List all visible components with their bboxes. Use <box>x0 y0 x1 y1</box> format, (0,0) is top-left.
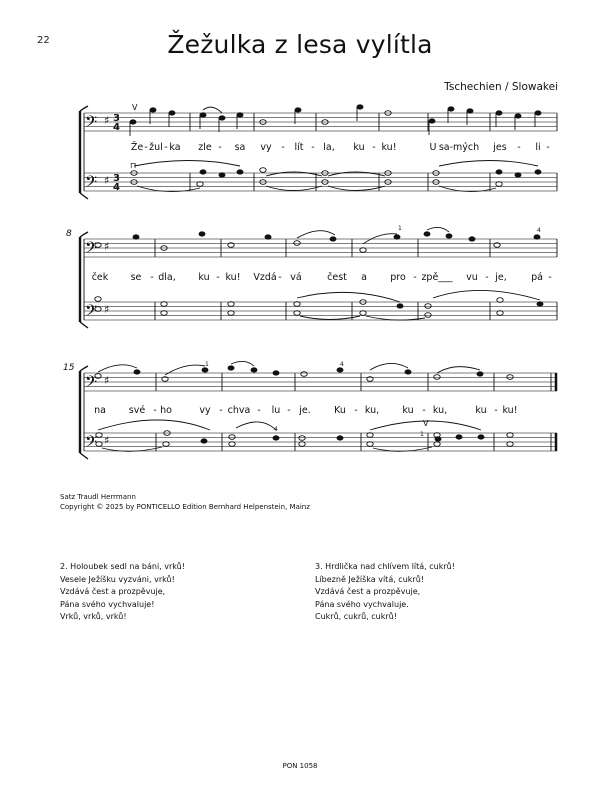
lyric-hyphen: - <box>150 272 154 283</box>
lyric-syllable: a <box>361 272 367 283</box>
lyric-hyphen: - <box>219 405 223 416</box>
lyric-syllable: ka <box>169 142 181 153</box>
svg-text:15: 15 <box>63 363 75 373</box>
lyric-syllable: zle <box>198 142 212 153</box>
lyric-hyphen: - <box>216 272 220 283</box>
verse-line: 2. Holoubek sedl na báni, vrků! <box>60 562 185 571</box>
verse-line: Vesele Ježíšku vyzváni, vrků! <box>60 574 175 584</box>
svg-text:8: 8 <box>66 229 72 239</box>
svg-text:♯: ♯ <box>251 367 254 374</box>
verse-line: Cukrů, cukrů, cukrů! <box>315 612 397 621</box>
lyric-syllable: na <box>94 405 106 416</box>
svg-text:4: 4 <box>274 426 278 433</box>
lyric-syllable: Že <box>130 142 144 153</box>
svg-text:1: 1 <box>420 431 424 438</box>
lyric-hyphen: - <box>281 142 285 153</box>
verse-line: Pána svého vychvaluje! <box>60 599 155 609</box>
lyric-syllable: vy <box>199 405 211 416</box>
svg-text:𝄢: 𝄢 <box>85 302 98 324</box>
lyric-syllable: U <box>429 142 437 153</box>
verse-line: Vzdává čest a prozpěvuje, <box>315 587 421 596</box>
lyric-hyphen: - <box>372 142 376 153</box>
lyric-hyphen: - <box>413 272 417 283</box>
lyric-syllable: pá <box>531 272 543 283</box>
catalog-number: PON 1058 <box>282 762 318 770</box>
lyric-syllable: Ku <box>334 405 346 416</box>
lyric-syllable: Vzdá <box>253 272 277 283</box>
svg-text:4: 4 <box>340 361 344 368</box>
svg-text:4: 4 <box>113 182 120 193</box>
lyric-syllable: ček <box>91 272 109 283</box>
page-number: 22 <box>37 35 50 46</box>
page-title: Žežulka z lesa vylítla <box>167 30 433 59</box>
lyric-syllable: pro <box>390 272 406 283</box>
svg-text:♯: ♯ <box>104 174 110 187</box>
verse-line: Líbezně Ježíška vítá, cukrů! <box>315 574 424 584</box>
lyric-syllable: vá <box>290 272 302 283</box>
lyric-hyphen: - <box>218 142 222 153</box>
lyric-syllable: ku! <box>502 405 518 416</box>
lyric-syllable: ku <box>353 142 365 153</box>
lyric-syllable: žul <box>149 142 163 153</box>
verse-line: 3. Hrdlička nad chlívem lítá, cukrů! <box>315 562 455 571</box>
lyric-syllable: lít <box>294 142 304 153</box>
lyric-syllable: zpě___ <box>421 272 453 283</box>
lyric-hyphen: - <box>287 405 291 416</box>
lyric-hyphen: - <box>311 142 315 153</box>
lyric-hyphen: - <box>153 405 157 416</box>
svg-text:♯: ♯ <box>104 303 110 316</box>
lyric-syllable: li <box>535 142 541 153</box>
svg-text:1: 1 <box>205 361 209 368</box>
lyric-syllable: je. <box>299 405 311 416</box>
svg-text:3: 3 <box>113 113 120 124</box>
lyric-hyphen: - <box>517 142 521 153</box>
lyric-syllable: své <box>128 405 146 416</box>
svg-text:3: 3 <box>113 173 120 184</box>
song-origin: Tschechien / Slowakei <box>444 81 558 93</box>
svg-text:⊓: ⊓ <box>130 161 137 170</box>
lyric-syllable: čest <box>327 272 347 283</box>
svg-text:♯: ♯ <box>104 374 110 387</box>
lyric-syllable: ku <box>402 405 414 416</box>
lyric-syllable: ku! <box>381 142 397 153</box>
lyric-syllable: sa <box>234 142 246 153</box>
credits <box>60 492 310 512</box>
lyric-syllable: ku, <box>432 405 448 416</box>
copyright-notice: Copyright © 2025 by PONTICELLO Edition Bernhard Helpenstein, Mainz <box>60 503 310 511</box>
verse-line: Pána svého vychvaluje. <box>315 599 409 609</box>
lyric-syllable: lu <box>271 405 281 416</box>
svg-text:4: 4 <box>113 122 120 133</box>
lyric-hyphen: - <box>494 405 498 416</box>
svg-text:♯: ♯ <box>104 114 110 127</box>
lyric-syllable: ku <box>475 405 487 416</box>
lyric-hyphen: - <box>485 272 489 283</box>
svg-text:𝄢: 𝄢 <box>85 433 98 455</box>
lyric-syllable: chva <box>227 405 251 416</box>
lyric-syllable: la, <box>323 142 335 153</box>
svg-text:𝄢: 𝄢 <box>85 173 98 195</box>
svg-text:♯: ♯ <box>104 434 110 447</box>
lyric-hyphen: - <box>354 405 358 416</box>
lyric-syllable: ku! <box>225 272 241 283</box>
lyric-hyphen: - <box>422 405 426 416</box>
lyric-hyphen: - <box>164 142 168 153</box>
svg-text:𝄢: 𝄢 <box>85 373 98 395</box>
lyric-syllable: jes <box>493 142 507 153</box>
lyric-syllable: ku, <box>364 405 380 416</box>
lyric-syllable: vy <box>260 142 272 153</box>
svg-text:4: 4 <box>537 227 541 234</box>
lyric-hyphen: - <box>548 272 552 283</box>
svg-text:𝄢: 𝄢 <box>85 113 98 135</box>
lyric-syllable: se <box>130 272 142 283</box>
lyric-hyphen: - <box>546 142 550 153</box>
lyric-syllable: sa-mých <box>438 142 480 153</box>
verse-2 <box>60 561 185 624</box>
lyric-hyphen: - <box>257 405 261 416</box>
verse-line: Vrků, vrků, vrků! <box>60 612 127 621</box>
verse-3 <box>315 561 455 624</box>
lyric-hyphen: - <box>278 272 282 283</box>
arranger-credit: Satz Traudl Herrmann <box>60 493 136 501</box>
lyric-syllable: dla, <box>158 272 176 283</box>
lyric-syllable: vu <box>466 272 478 283</box>
svg-text:𝄢: 𝄢 <box>85 239 98 261</box>
lyric-syllable: ho <box>160 405 172 416</box>
svg-text:♯: ♯ <box>104 240 110 253</box>
svg-text:♯: ♯ <box>269 235 272 242</box>
lyric-syllable: ku <box>198 272 210 283</box>
verse-line: Vzdává čest a prozpěvuje, <box>60 587 166 596</box>
svg-text:V: V <box>132 103 138 112</box>
lyric-hyphen: - <box>144 142 148 153</box>
svg-text:1: 1 <box>398 225 402 232</box>
lyric-syllable: je, <box>495 272 507 283</box>
svg-text:V: V <box>423 419 429 428</box>
